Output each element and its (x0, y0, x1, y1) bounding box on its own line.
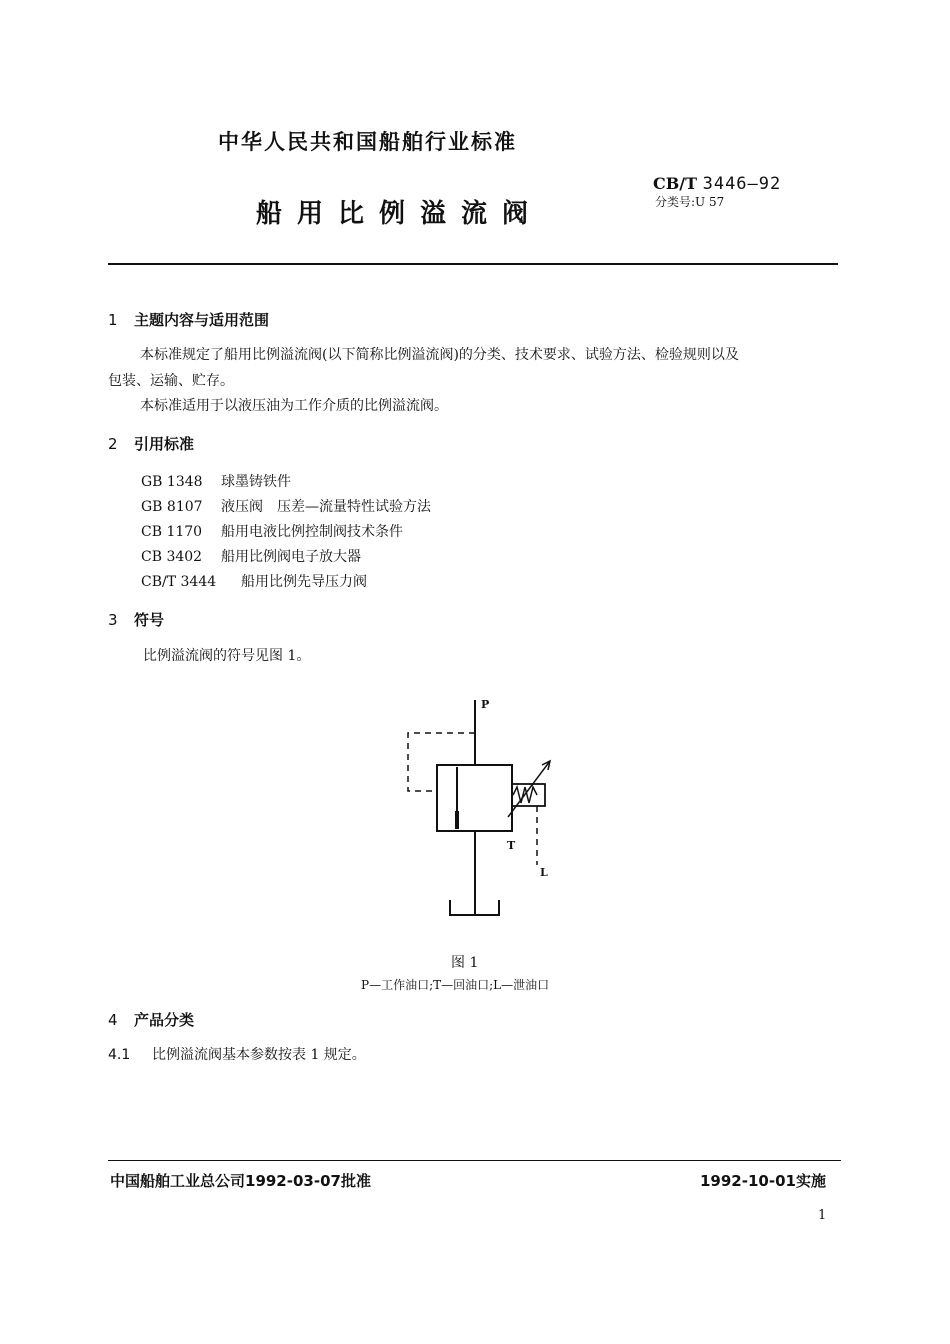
label-l: L (540, 866, 548, 879)
section-2-title: 引用标准 (134, 435, 195, 453)
label-t: T (507, 839, 516, 852)
clause-4-1-number: 4.1 (108, 1047, 131, 1063)
reference-row (141, 496, 431, 516)
section-1-heading (108, 309, 269, 330)
section-3-heading (108, 609, 164, 630)
reference-row (141, 471, 291, 491)
section-1-paragraph-1: 本标准规定了船用比例溢流阀(以下简称比例溢流阀)的分类、技术要求、试验方法、检验规则以及 (140, 347, 739, 363)
standard-code-prefix: CB/T (653, 174, 698, 193)
valve-symbol-figure (400, 695, 560, 925)
section-1-paragraph-2: 本标准适用于以液压油为工作介质的比例溢流阀。 (140, 398, 448, 414)
header-divider (108, 263, 838, 265)
section-1-title: 主题内容与适用范围 (134, 311, 270, 329)
valve-body (437, 765, 512, 831)
figure-legend: P—工作油口;T—回油口;L—泄油口 (361, 978, 550, 992)
page-number: 1 (818, 1208, 827, 1223)
section-4-number: 4 (108, 1011, 118, 1029)
reference-code: GB 1348 (141, 474, 203, 490)
section-3-number: 3 (108, 611, 118, 629)
reference-name: 液压阀 压差—流量特性试验方法 (221, 499, 431, 515)
section-2-heading (108, 433, 194, 454)
section-4-heading (108, 1009, 194, 1030)
approval-note: 中国船舶工业总公司1992-03-07批准 (110, 1172, 371, 1190)
reference-row (141, 521, 403, 541)
section-3-paragraph: 比例溢流阀的符号见图 1。 (143, 648, 311, 664)
standard-code-number: 3446—92 (702, 174, 782, 194)
reference-code: CB 1170 (141, 524, 203, 540)
figure-caption: 图 1 (451, 955, 479, 971)
section-1-number: 1 (108, 311, 118, 329)
classification-code: 分类号:U 57 (655, 195, 725, 209)
clause-4-1-text: 比例溢流阀基本参数按表 1 规定。 (152, 1047, 366, 1063)
reference-name: 球墨铸铁件 (221, 474, 291, 490)
reference-code: CB 3402 (141, 549, 203, 565)
clause-4-1 (108, 1045, 366, 1065)
issuer-heading: 中华人民共和国船舶行业标准 (218, 130, 517, 154)
section-1-paragraph-1-cont: 包装、运输、贮存。 (108, 373, 234, 389)
effective-date: 1992-10-01实施 (700, 1172, 826, 1190)
reference-code: CB/T 3444 (141, 574, 217, 590)
reference-row (141, 571, 367, 591)
adjust-arrow-line (508, 761, 550, 817)
reference-name: 船用电液比例控制阀技术条件 (221, 524, 403, 540)
standard-code (653, 174, 781, 194)
reference-code: GB 8107 (141, 499, 203, 515)
document-title: 船用比例溢流阀 (256, 199, 544, 229)
reference-name: 船用比例阀电子放大器 (221, 549, 361, 565)
reference-row (141, 546, 361, 566)
reference-name: 船用比例先导压力阀 (241, 574, 367, 590)
label-p: P (481, 698, 490, 711)
footer-divider (108, 1160, 841, 1161)
pilot-dashed-line (408, 733, 475, 791)
section-4-title: 产品分类 (134, 1011, 195, 1029)
section-3-title: 符号 (134, 611, 165, 629)
section-2-number: 2 (108, 435, 118, 453)
